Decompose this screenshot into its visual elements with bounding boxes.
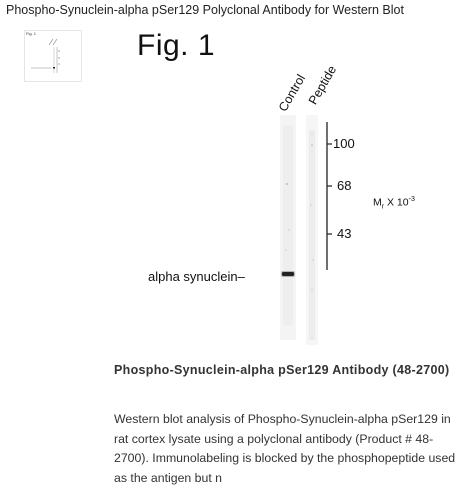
product-heading: Phospho-Synuclein-alpha pSer129 Antibody (48-2700) bbox=[114, 363, 450, 377]
band-label: alpha synuclein– bbox=[148, 269, 245, 284]
thumbnail-blot-image bbox=[25, 31, 81, 81]
thumbnail-caption: Fig. 1 bbox=[26, 31, 37, 36]
marker-label-68: 68 bbox=[337, 178, 352, 193]
figure-thumbnail[interactable] bbox=[24, 30, 82, 82]
lane-label-control: Control bbox=[275, 72, 309, 114]
molecular-weight-unit-label: $M_r$ X $10^{-3}$ bbox=[373, 196, 415, 211]
product-description: Western blot analysis of Phospho-Synuclein-alpha pSer129 in rat cortex lysate using a polyclonal antibody (Product # 48-2700). Immunolabeling is blocked by the phosphopeptide used as the antigen but n bbox=[114, 412, 456, 485]
figure-caption: Fig. 1 bbox=[137, 29, 216, 62]
lane-label-peptide: Peptide bbox=[305, 63, 340, 107]
marker-label-100: 100 bbox=[333, 136, 355, 151]
marker-label-43: 43 bbox=[337, 226, 352, 241]
page-title: Phospho-Synuclein-alpha pSer129 Polyclonal Antibody for Western Blot bbox=[6, 3, 404, 17]
western-blot-image bbox=[270, 110, 380, 350]
